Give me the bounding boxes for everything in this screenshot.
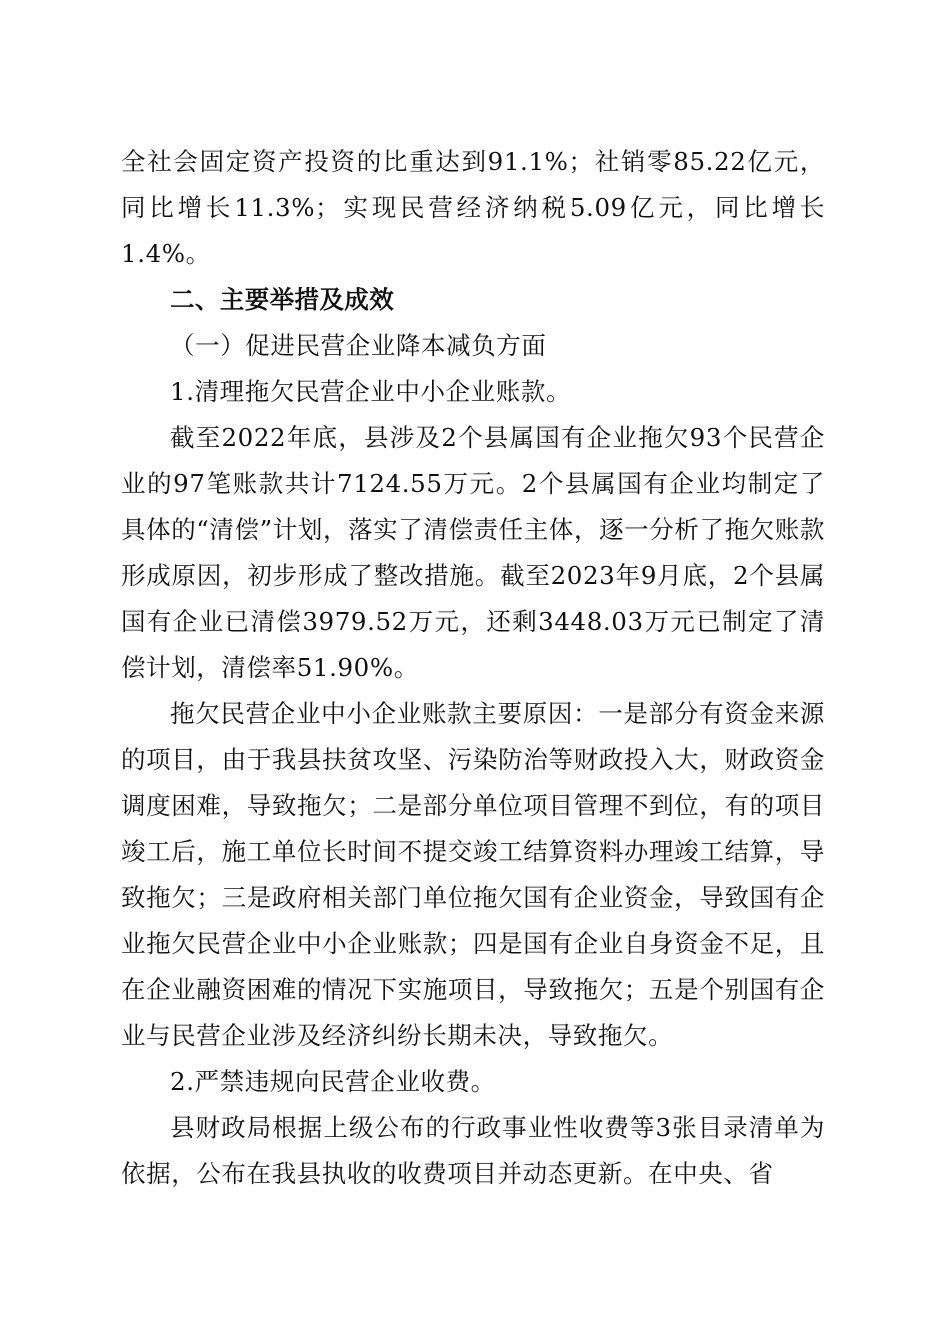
paragraph-arrears-reasons: 拖欠民营企业中小企业账款主要原因：一是部分有资金来源的项目，由于我县扶贫攻坚、污染防治等财政投入大，财政资金调度困难，导致拖欠；二是部分单位项目管理不到位，有的项目竣工后，施工单位长时间不提交竣工结算资料办理竣工结算，导致拖欠；三是政府相关部门单位拖欠国有企业资金，导致国有企业拖欠民营企业中小企业账款；四是国有企业自身资金不足，且在企业融资困难的情况下实施项目，导致拖欠；五是个别国有企业与民营企业涉及经济纠纷长期未决，导致拖欠。 (121, 699, 825, 1050)
section-heading: 二、主要举措及成效 (170, 285, 395, 314)
paragraph-continuation: 全社会固定资产投资的比重达到91.1%；社销零85.22亿元，同比增长11.3%；实现民营经济纳税5.09亿元，同比增长1.4%。 (121, 147, 825, 268)
paragraph-arrears-status: 截至2022年底，县涉及2个县属国有企业拖欠93个民营企业的97笔账款共计7124.55万元。2个县属国有企业均制定了具体的“清偿”计划，落实了清偿责任主体，逐一分析了拖欠账款形成原因，初步形成了整改措施。截至2023年9月底，2个县属国有企业已清偿3979.52万元，还剩3448.03万元已制定了清偿计划，清偿率51.90%。 (121, 423, 825, 682)
document-body (121, 139, 825, 1197)
subsection-heading: （一）促进民营企业降本减负方面 (170, 331, 547, 360)
item-heading-1: 1.清理拖欠民营企业中小企业账款。 (170, 377, 572, 406)
item-heading-2: 2.严禁违规向民营企业收费。 (170, 1067, 496, 1096)
paragraph-fees: 县财政局根据上级公布的行政事业性收费等3张目录清单为依据，公布在我县执收的收费项目并动态更新。在中央、省 (121, 1113, 825, 1188)
